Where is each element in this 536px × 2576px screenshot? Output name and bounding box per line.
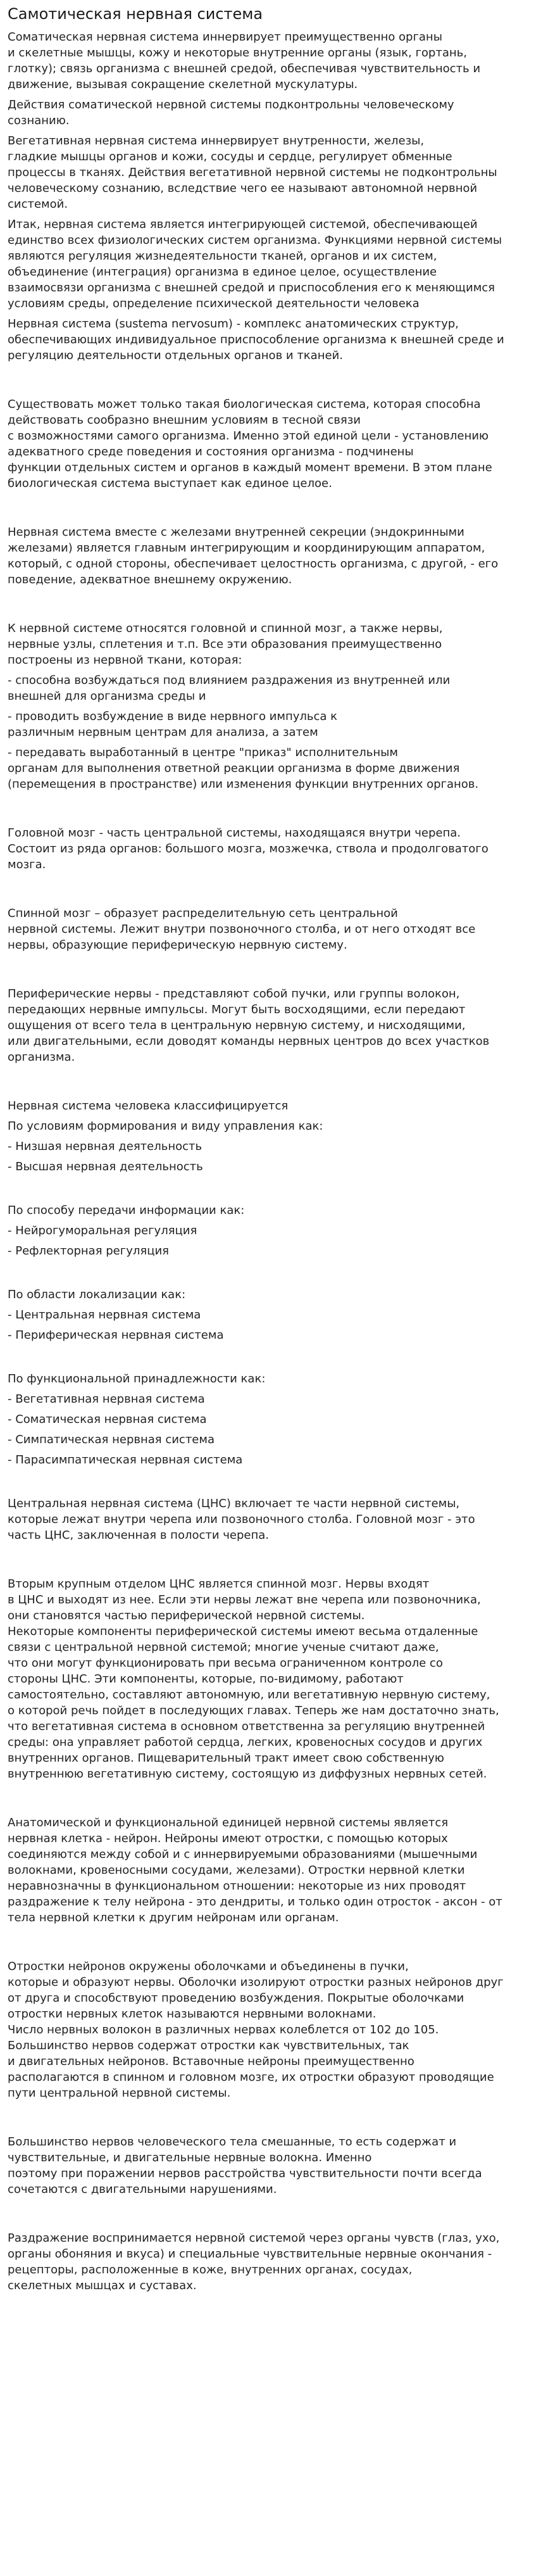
list-item: - Нейрогуморальная регуляция: [8, 1224, 197, 1237]
section-heading: По функциональной принадлежности как:: [8, 1372, 266, 1386]
list-item: - Низшая нервная деятельность: [8, 1140, 203, 1153]
list-item: - передавать выработанный в центре "приказ" исполнительным органам для выполнения ответной реакции организма в форме движения (перемещения в пространстве) или изменения функции внутренних органов.: [8, 746, 479, 791]
paragraph: Головной мозг - часть центральной системы, находящаяся внутри черепа. Состоит из ряда органов: большого мозга, мозжечка, ствола и продолговатого мозга.: [8, 826, 489, 871]
paragraph: Анатомической и функциональной единицей нервной системы является нервная клетка - нейрон. Нейроны имеют отростки, с помощью которых соединяются между собой и с иннервируемыми образованиями (мышечными волокнами, кровеносными сосудами, железами). Отростки нервной клетки неравнозначны в функциональном отношении: некоторые из них проводят раздражение к телу нейрона - это дендриты, и только один отросток - аксон - от тела нервной клетки к другим нейронам или органам.: [8, 1816, 502, 1924]
paragraph: К нервной системе относятся головной и спинной мозг, а также нервы, нервные узлы, сплетения и т.п. Все эти образования преимущественно построены из нервной ткани, которая:: [8, 622, 443, 667]
paragraph: Итак, нервная система является интегрирующей системой, обеспечивающей единство всех физиологических систем организма. Функциями нервной системы являются регуляция жизнедеятельности тканей, органов и их систем, объединение (интеграция) организма в единое целое, осуществление взаимосвязи организма с внешней средой и приспособления его к меняющимся условиям среды, определение психической деятельности человека: [8, 218, 502, 310]
paragraph: Отростки нейронов окружены оболочками и объединены в пучки, которые и образуют нервы. Оболочки изолируют отростки разных нейронов друг от друга и способствуют проведению возбуждения. Покрытые оболочками отростки нервных клеток называются нервными волокнами. Число нервных волокон в различных нервах колеблется от 102 до 105. Большинство нервов содержат отростки как чувствительных, так и двигательных нейронов. Вставочные нейроны преимущественно располагаются в спинном и головном мозге, их отростки образуют проводящие пути центральной нервной системы.: [8, 1960, 504, 2100]
list-item: - проводить возбуждение в виде нервного импульса к различным нервным центрам для анализа, а затем: [8, 710, 338, 739]
list-item: - Соматическая нервная система: [8, 1413, 207, 1426]
section-heading: Нервная система человека классифицируется: [8, 1099, 289, 1113]
list-item: - Центральная нервная система: [8, 1308, 201, 1322]
paragraph: Вегетативная нервная система иннервирует внутренности, железы, гладкие мышцы органов и кожи, сосуды и сердце, регулирует обменные процессы в тканях. Действия вегетативной нервной системы не подконтрольны человеческому сознанию, вследствие чего ее называют автономной нервной системой.: [8, 134, 497, 211]
paragraph: Существовать может только такая биологическая система, которая способна действовать сообразно внешним условиям в тесной связи с возможностями самого организма. Именно этой единой цели - установлению адекватного среде поведения и состояния организма - подчинены функции отдельных систем и органов в каждый момент времени. В этом плане биологическая система выступает как единое целое.: [8, 398, 492, 490]
paragraph: Соматическая нервная система иннервирует преимущественно органы и скелетные мышцы, кожу и некоторые внутренние органы (язык, гортань, глотку); связь организма с внешней средой, обеспечивая чувствительность и движение, вызывая сокращение скелетной мускулатуры.: [8, 30, 481, 91]
paragraph: Центральная нервная система (ЦНС) включает те части нервной системы, которые лежат внутри черепа или позвоночного столба. Головной мозг - это часть ЦНС, заключенная в полости черепа.: [8, 1497, 475, 1542]
section-heading: По способу передачи информации как:: [8, 1204, 245, 1217]
list-item: - Вегетативная нервная система: [8, 1392, 205, 1406]
section-heading: По области локализации как:: [8, 1288, 186, 1301]
paragraph: Нервная система (sustema nervosum) - комплекс анатомических структур, обеспечивающих индивидуальное приспособление организма к внешней среде и регуляцию деятельности отдельных органов и тканей.: [8, 317, 504, 362]
paragraph: Раздражение воспринимается нервной системой через органы чувств (глаз, ухо, органы обоняния и вкуса) и специальные чувствительные нервные окончания - рецепторы, расположенные в коже, внутренних органах, сосудах, скелетных мышцах и суставах.: [8, 2232, 500, 2292]
page-title: Самотическая нервная система: [8, 5, 263, 23]
list-item: - Симпатическая нервная система: [8, 1433, 215, 1446]
list-item: - Рефлекторная регуляция: [8, 1244, 169, 1258]
list-item: - способна возбуждаться под влиянием раздражения из внутренней или внешней для организма среды и: [8, 674, 451, 703]
list-item: - Парасимпатическая нервная система: [8, 1453, 243, 1467]
paragraph: Нервная система вместе с железами внутренней секреции (эндокринными железами) является главным интегрирующим и координирующим аппаратом, который, с одной стороны, обеспечивает целостность организма, с другой, - его поведение, адекватное внешнему окружению.: [8, 526, 499, 586]
paragraph: Вторым крупным отделом ЦНС является спинной мозг. Нервы входят в ЦНС и выходят из нее. Если эти нервы лежат вне черепа или позвоночника, они становятся частью периферической нервной системы. Некоторые компоненты периферической системы имеют весьма отдаленные связи с центральной нервной системой; многие ученые считают даже, что они могут функционировать при весьма ограниченном контроле со стороны ЦНС. Эти компоненты, которые, по-видимому, работают самостоятельно, составляют автономную, или вегетативную нервную систему, о которой речь пойдет в последующих главах. Теперь же нам достаточно знать, что вегетативная система в основном ответственна за регуляцию внутренней среды: она управляет работой сердца, легких, кровеносных сосудов и других внутренних органов. Пищеварительный тракт имеет свою собственную внутреннюю вегетативную систему, состоящую из диффузных нервных сетей.: [8, 1577, 499, 1781]
paragraph: Действия соматической нервной системы подконтрольны человеческому сознанию.: [8, 98, 454, 127]
paragraph: Спинной мозг – образует распределительную сеть центральной нервной системы. Лежит внутри позвоночного столба, и от него отходят все нервы, образующие периферическую нервную систему.: [8, 907, 476, 952]
list-item: - Периферическая нервная система: [8, 1329, 224, 1342]
paragraph: Периферические нервы - представляют собой пучки, или группы волокон, передающих нервные импульсы. Могут быть восходящими, если передают ощущения от всего тела в центральную нервную систему, и нисходящими, или двигательными, если доводят команды нервных центров до всех участков организма.: [8, 987, 490, 1064]
list-item: - Высшая нервная деятельность: [8, 1160, 203, 1173]
section-heading: По условиям формирования и виду управления как:: [8, 1120, 323, 1133]
paragraph: Большинство нервов человеческого тела смешанные, то есть содержат и чувствительные, и двигательные нервные волокна. Именно поэтому при поражении нервов расстройства чувствительности почти всегда сочетаются с двигательными нарушениями.: [8, 2135, 482, 2196]
